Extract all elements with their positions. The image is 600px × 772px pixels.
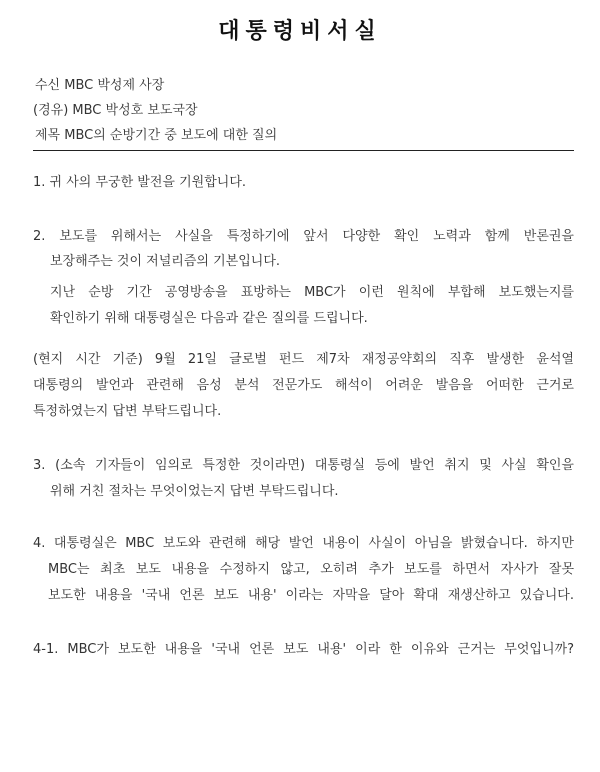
item-1: 1. 귀 사의 무궁한 발전을 기원합니다. xyxy=(33,175,247,190)
item-2-line-4: 확인하기 위해 대통령실은 다음과 같은 질의를 드립니다. xyxy=(50,311,368,326)
via-line: (경유) MBC 박성호 보도국장 xyxy=(33,103,198,118)
subject-line: 제목 MBC의 순방기간 중 보도에 대한 질의 xyxy=(35,128,278,143)
item-3-line-2: 위해 거친 절차는 무엇이었는지 답변 부탁드립니다. xyxy=(50,484,339,499)
paragraph-line-1: (현지 시간 기준) 9월 21일 글로벌 펀드 제7차 재정공약회의 직후 발생한 윤석열 xyxy=(33,352,574,367)
paragraph-line-2: 대통령의 발언과 관련해 음성 분석 전문가도 해석이 어려운 발음을 어떠한 근거로 xyxy=(33,378,574,393)
item-4-line-2: MBC는 최초 보도 내용을 수정하지 않고, 오히려 추가 보도를 하면서 자사가 잘못 xyxy=(48,562,574,577)
paragraph-line-3: 특정하였는지 답변 부탁드립니다. xyxy=(33,404,222,419)
recipient-line: 수신 MBC 박성제 사장 xyxy=(35,78,165,93)
item-4-1: 4-1. MBC가 보도한 내용을 '국내 언론 보도 내용' 이라 한 이유와 근거는 무엇입니까? xyxy=(33,642,574,657)
item-2-line-1: 2. 보도를 위해서는 사실을 특정하기에 앞서 다양한 확인 노력과 함께 반론권을 xyxy=(33,229,574,244)
item-2-line-3: 지난 순방 기간 공영방송을 표방하는 MBC가 이런 원칙에 부합해 보도했는지를 xyxy=(50,285,574,300)
document-title: 대통령비서실 xyxy=(218,19,382,44)
item-2-line-2: 보장해주는 것이 저널리즘의 기본입니다. xyxy=(50,254,281,269)
item-3-line-1: 3. (소속 기자들이 임의로 특정한 것이라면) 대통령실 등에 발언 취지 및 사실 확인을 xyxy=(33,458,574,473)
header-divider xyxy=(33,150,574,151)
item-4-line-1: 4. 대통령실은 MBC 보도와 관련해 해당 발언 내용이 사실이 아님을 밝혔습니다. 하지만 xyxy=(33,536,574,551)
item-4-line-3: 보도한 내용을 '국내 언론 보도 내용' 이라는 자막을 달아 확대 재생산하고 있습니다. xyxy=(48,588,574,603)
